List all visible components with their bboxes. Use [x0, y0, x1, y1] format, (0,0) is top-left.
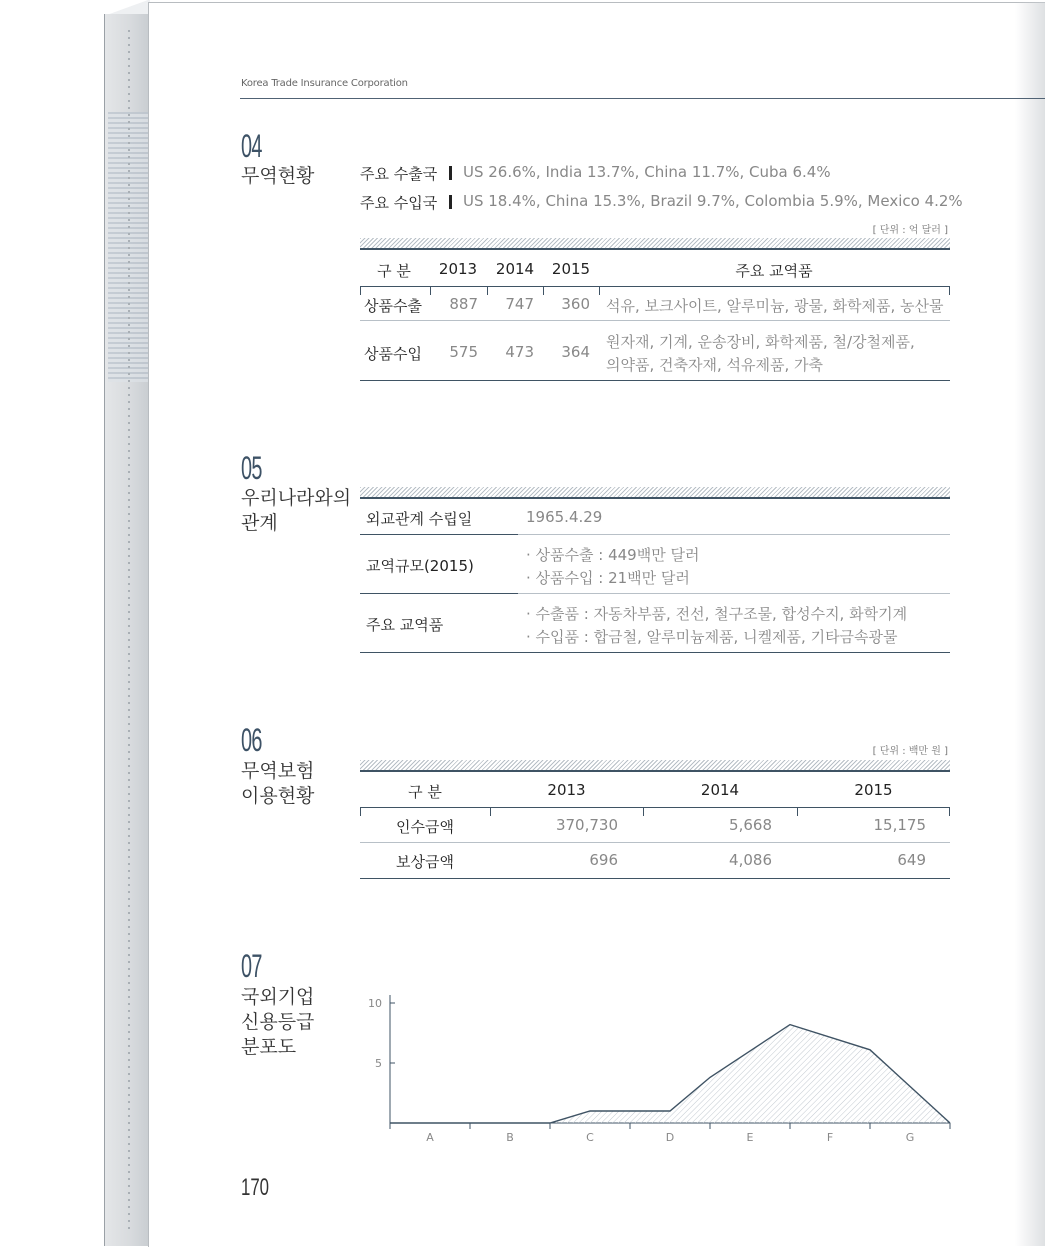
tick — [599, 286, 600, 295]
section-06-title-line2: 이용현황 — [241, 785, 315, 807]
section-07-number: 07 — [241, 948, 262, 984]
trade-cell-2013: 575 — [449, 343, 478, 361]
y-tick-label: 10 — [368, 997, 382, 1010]
tick — [797, 807, 798, 816]
export-countries-value: US 26.6%, India 13.7%, China 11.7%, Cuba 6.4% — [463, 163, 831, 181]
table-hatch-band — [360, 238, 950, 248]
insurance-cell-2015: 649 — [897, 851, 926, 869]
relations-label-rule — [360, 593, 518, 594]
x-tick-label-c: C — [586, 1131, 594, 1144]
trade-cell-2014: 473 — [505, 343, 534, 361]
trade-cell-goods-line1: 원자재, 기계, 운송장비, 화학제품, 철/강철제품, — [606, 333, 915, 351]
insurance-col-header-2015: 2015 — [854, 781, 893, 799]
tick — [643, 807, 644, 816]
trade-row-divider — [360, 320, 950, 321]
relations-value-import: · 상품수입 : 21백만 달러 — [526, 569, 690, 587]
insurance-cell-2013: 696 — [589, 851, 618, 869]
relations-value-import-goods: · 수입품 : 합금철, 알루미늄제품, 니켈제품, 기타금속광물 — [526, 628, 898, 646]
trade-col-header-2015: 2015 — [551, 260, 591, 278]
relations-row-divider — [518, 534, 950, 535]
export-separator — [449, 166, 452, 180]
export-countries-label: 주요 수출국 — [360, 165, 438, 183]
relations-value-export: · 상품수출 : 449백만 달러 — [526, 546, 700, 564]
section-04-number: 04 — [241, 128, 262, 164]
insurance-header-rule — [360, 807, 950, 808]
credit-rating-chart — [360, 985, 960, 1150]
relations-top-rule — [360, 497, 950, 499]
insurance-row-label: 보상금액 — [396, 853, 454, 871]
insurance-cell-2014: 4,086 — [729, 851, 772, 869]
section-05-title-line2: 관계 — [241, 512, 278, 534]
distribution-area — [390, 1025, 950, 1123]
relations-label-diplomatic: 외교관계 수립일 — [366, 510, 473, 528]
insurance-bottom-rule — [360, 878, 950, 879]
relations-hatch-band — [360, 487, 950, 497]
page-number: 170 — [241, 1174, 270, 1201]
tick — [949, 286, 950, 295]
trade-cell-2014: 747 — [505, 295, 534, 313]
import-countries-value: US 18.4%, China 15.3%, Brazil 9.7%, Colombia 5.9%, Mexico 4.2% — [463, 192, 963, 210]
trade-cell-2013: 887 — [449, 295, 478, 313]
section-07-title-line2: 신용등급 — [241, 1011, 315, 1033]
section-05-number: 05 — [241, 450, 262, 486]
insurance-unit-label: [ 단위 : 백만 원 ] — [872, 746, 948, 757]
section-06-title-line1: 무역보험 — [241, 760, 315, 782]
tick — [360, 286, 361, 295]
relations-row-divider — [518, 593, 950, 594]
relations-value-diplomatic: 1965.4.29 — [526, 508, 603, 526]
insurance-top-rule — [360, 770, 950, 772]
x-tick-label-g: G — [905, 1131, 915, 1144]
section-07-title-line3: 분포도 — [241, 1036, 297, 1058]
section-06-number: 06 — [241, 722, 262, 758]
trade-cell-goods-line2: 의약품, 건축자재, 석유제품, 가축 — [606, 356, 823, 374]
tick — [543, 286, 544, 295]
x-tick-label-b: B — [506, 1131, 514, 1144]
trade-col-header-2014: 2014 — [495, 260, 535, 278]
tick — [360, 807, 361, 816]
page-edge-shadow — [1015, 2, 1045, 1246]
insurance-col-header-2013: 2013 — [547, 781, 586, 799]
relations-bottom-rule — [360, 652, 950, 653]
trade-col-header-goods: 주요 교역품 — [735, 262, 813, 280]
trade-row-label: 상품수출 — [364, 297, 422, 315]
import-separator — [449, 195, 452, 209]
table-top-rule — [360, 248, 950, 250]
insurance-hatch-band — [360, 760, 950, 770]
tick — [949, 807, 950, 816]
insurance-cell-2015: 15,175 — [873, 816, 926, 834]
tick — [430, 286, 431, 295]
trade-col-header-category: 구 분 — [377, 262, 411, 280]
trade-cell-goods: 석유, 보크사이트, 알루미늄, 광물, 화학제품, 농산물 — [606, 297, 944, 315]
insurance-row-label: 인수금액 — [396, 818, 454, 836]
header-rule — [240, 98, 1045, 99]
relations-label-rule — [360, 534, 518, 535]
tick — [490, 807, 491, 816]
tick — [487, 286, 488, 295]
relations-label-trade-volume: 교역규모(2015) — [366, 557, 474, 575]
x-tick-label-e: E — [746, 1131, 754, 1144]
insurance-row-divider — [360, 842, 950, 843]
import-countries-label: 주요 수입국 — [360, 194, 438, 212]
trade-cell-2015: 364 — [561, 343, 590, 361]
y-tick-label: 5 — [375, 1057, 382, 1070]
insurance-col-header-category: 구 분 — [408, 783, 442, 801]
trade-row-label: 상품수입 — [364, 345, 422, 363]
section-07-title-line1: 국외기업 — [241, 986, 315, 1008]
x-tick-label-f: F — [826, 1131, 834, 1144]
relations-label-goods: 주요 교역품 — [366, 616, 444, 634]
trade-table-bottom-rule — [360, 380, 950, 381]
insurance-cell-2013: 370,730 — [555, 816, 618, 834]
trade-col-header-2013: 2013 — [438, 260, 478, 278]
x-tick-label-d: D — [665, 1131, 675, 1144]
spine-stitching — [128, 30, 130, 1230]
insurance-col-header-2014: 2014 — [700, 781, 740, 799]
running-header: Korea Trade Insurance Corporation — [241, 78, 408, 89]
trade-header-rule — [360, 286, 950, 287]
section-05-title-line1: 우리나라와의 — [241, 487, 352, 509]
x-tick-label-a: A — [426, 1131, 434, 1144]
relations-value-export-goods: · 수출품 : 자동차부품, 전선, 철구조물, 합성수지, 화학기계 — [526, 605, 908, 623]
insurance-cell-2014: 5,668 — [729, 816, 772, 834]
trade-cell-2015: 360 — [561, 295, 590, 313]
trade-unit-label: [ 단위 : 억 달러 ] — [872, 225, 948, 236]
section-04-title: 무역현황 — [241, 165, 315, 187]
